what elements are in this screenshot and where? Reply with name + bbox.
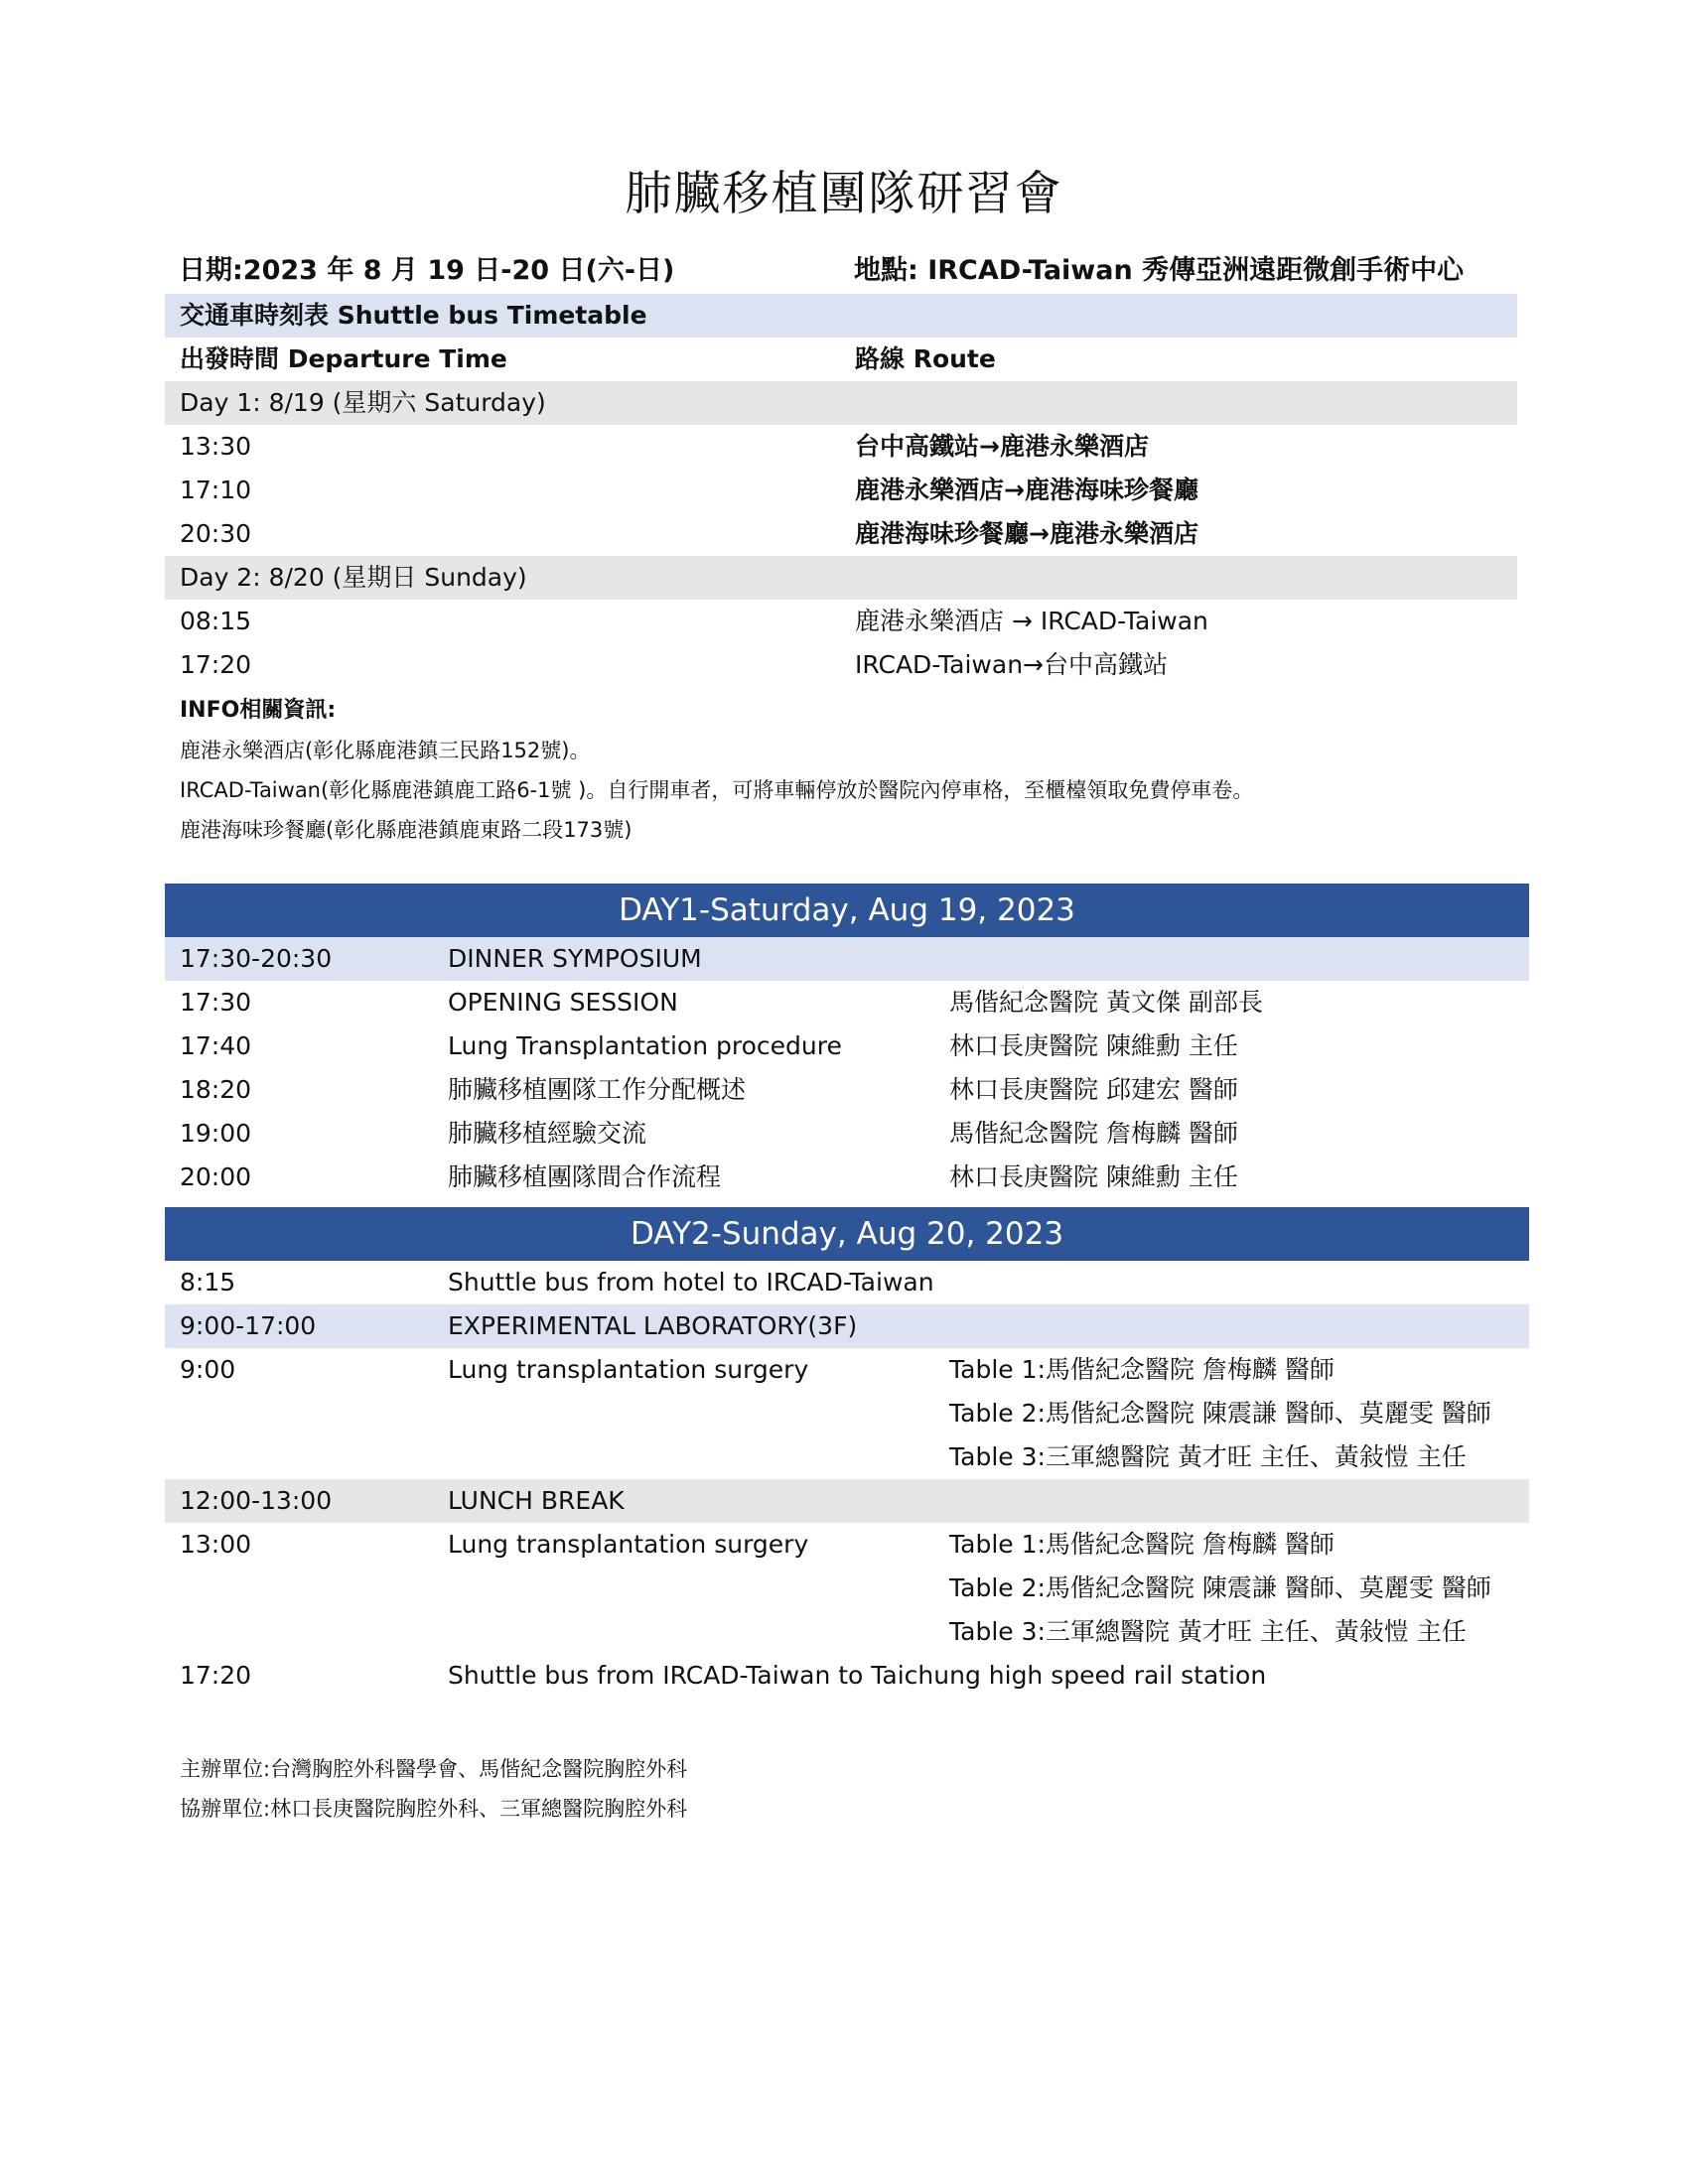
shuttle-route: 台中高鐵站→鹿港永樂酒店 — [855, 432, 1149, 461]
row-speaker: Table 3:三軍總醫院 黃才旺 主任、黃敍愷 主任 — [949, 1442, 1467, 1471]
schedule-row — [165, 1392, 1529, 1435]
schedule-row — [165, 981, 1529, 1024]
row-time: 8:15 — [180, 1268, 236, 1297]
shuttle-row — [165, 600, 1517, 643]
shuttle-time: 17:10 — [180, 476, 252, 504]
row-time: 17:30-20:30 — [180, 944, 333, 973]
schedule-row — [165, 937, 1529, 981]
row-event: Shuttle bus from hotel to IRCAD-Taiwan — [448, 1268, 934, 1297]
row-event: Lung transplantation surgery — [448, 1355, 809, 1384]
shuttle-route: 鹿港永樂酒店→鹿港海味珍餐廳 — [855, 476, 1198, 504]
day1-header: DAY1-Saturday, Aug 19, 2023 — [165, 884, 1529, 937]
schedule-row — [165, 1112, 1529, 1156]
row-event: 肺臟移植團隊間合作流程 — [448, 1162, 722, 1191]
row-event: EXPERIMENTAL LABORATORY(3F) — [448, 1311, 858, 1340]
schedule-row — [165, 1348, 1529, 1392]
schedule-row — [165, 1479, 1529, 1523]
row-speaker: 林口長庚醫院 陳維勳 主任 — [949, 1031, 1238, 1060]
day1-schedule — [165, 884, 1529, 1199]
info-section — [180, 691, 1471, 850]
shuttle-timetable — [165, 294, 1517, 687]
shuttle-route: 鹿港永樂酒店 → IRCAD-Taiwan — [855, 607, 1208, 635]
row-speaker: 馬偕紀念醫院 黃文傑 副部長 — [949, 988, 1263, 1017]
shuttle-heading: 交通車時刻表 Shuttle bus Timetable — [180, 301, 647, 330]
row-speaker: Table 3:三軍總醫院 黃才旺 主任、黃敍愷 主任 — [949, 1617, 1467, 1646]
row-time: 9:00 — [180, 1355, 236, 1384]
row-time: 18:20 — [180, 1075, 252, 1104]
info-line: 鹿港永樂酒店(彰化縣鹿港鎮三民路152號)。 — [180, 739, 591, 762]
day2-header: DAY2-Sunday, Aug 20, 2023 — [165, 1207, 1529, 1261]
row-event: Shuttle bus from IRCAD-Taiwan to Taichung high speed rail station — [448, 1661, 1267, 1690]
row-time: 17:20 — [180, 1661, 252, 1690]
shuttle-time: 13:30 — [180, 432, 252, 461]
row-speaker: 林口長庚醫院 陳維勳 主任 — [949, 1162, 1238, 1191]
page-title: 肺臟移植團隊研習會 — [625, 167, 1063, 221]
schedule-row — [165, 1156, 1529, 1199]
info-heading: INFO相關資訊: — [180, 698, 337, 723]
row-speaker: Table 2:馬偕紀念醫院 陳震謙 醫師、莫麗雯 醫師 — [949, 1573, 1491, 1602]
event-date: 日期:2023 年 8 月 19 日-20 日(六-日) — [179, 255, 675, 286]
col-departure: 出發時間 Departure Time — [180, 344, 507, 373]
row-time: 20:00 — [180, 1162, 252, 1191]
info-line: 鹿港海味珍餐廳(彰化縣鹿港鎮鹿東路二段173號) — [180, 818, 633, 842]
event-meta — [179, 248, 1509, 292]
shuttle-route: 鹿港海味珍餐廳→鹿港永樂酒店 — [855, 519, 1198, 548]
shuttle-day1-label-row — [165, 381, 1517, 425]
shuttle-time: 17:20 — [180, 650, 252, 679]
shuttle-day1-label: Day 1: 8/19 (星期六 Saturday) — [180, 388, 546, 417]
row-event: 肺臟移植團隊工作分配概述 — [448, 1075, 747, 1104]
schedule-row — [165, 1567, 1529, 1610]
shuttle-time: 08:15 — [180, 607, 252, 635]
shuttle-row — [165, 425, 1517, 469]
row-speaker: 林口長庚醫院 邱建宏 醫師 — [949, 1075, 1238, 1104]
col-route: 路線 Route — [855, 344, 996, 373]
organizers — [180, 1749, 687, 1829]
shuttle-day2-label: Day 2: 8/20 (星期日 Sunday) — [180, 563, 527, 592]
shuttle-row — [165, 512, 1517, 556]
shuttle-row — [165, 469, 1517, 512]
co-organizer-line: 協辦單位:林口長庚醫院胸腔外科、三軍總醫院胸腔外科 — [180, 1797, 688, 1821]
schedule-row — [165, 1654, 1529, 1698]
schedule-row — [165, 1523, 1529, 1567]
schedule-row — [165, 1304, 1529, 1348]
schedule-row — [165, 1068, 1529, 1112]
schedule-row — [165, 1435, 1529, 1479]
schedule-row — [165, 1610, 1529, 1654]
row-time: 9:00-17:00 — [180, 1311, 317, 1340]
schedule-row — [165, 1024, 1529, 1068]
row-speaker: Table 1:馬偕紀念醫院 詹梅麟 醫師 — [949, 1355, 1335, 1384]
row-speaker: Table 1:馬偕紀念醫院 詹梅麟 醫師 — [949, 1530, 1335, 1559]
shuttle-day2-label-row — [165, 556, 1517, 600]
shuttle-column-headers — [165, 338, 1517, 381]
shuttle-row — [165, 643, 1517, 687]
row-speaker: Table 2:馬偕紀念醫院 陳震謙 醫師、莫麗雯 醫師 — [949, 1399, 1491, 1428]
row-speaker: 馬偕紀念醫院 詹梅麟 醫師 — [949, 1119, 1238, 1148]
row-event: 肺臟移植經驗交流 — [448, 1119, 647, 1148]
day2-schedule — [165, 1207, 1529, 1698]
row-event: LUNCH BREAK — [448, 1486, 625, 1515]
row-event: DINNER SYMPOSIUM — [448, 944, 702, 973]
shuttle-time: 20:30 — [180, 519, 252, 548]
shuttle-heading-row — [165, 294, 1517, 338]
row-time: 19:00 — [180, 1119, 252, 1148]
row-time: 12:00-13:00 — [180, 1486, 333, 1515]
row-time: 17:40 — [180, 1031, 252, 1060]
row-event: Lung Transplantation procedure — [448, 1031, 842, 1060]
organizer-line: 主辦單位:台灣胸腔外科醫學會、馬偕紀念醫院胸腔外科 — [180, 1757, 688, 1781]
row-time: 13:00 — [180, 1530, 252, 1559]
shuttle-route: IRCAD-Taiwan→台中高鐵站 — [855, 650, 1168, 679]
row-event: OPENING SESSION — [448, 988, 678, 1017]
event-location: 地點: IRCAD-Taiwan 秀傳亞洲遠距微創手術中心 — [854, 255, 1465, 286]
row-time: 17:30 — [180, 988, 252, 1017]
schedule-row — [165, 1261, 1529, 1304]
row-event: Lung transplantation surgery — [448, 1530, 809, 1559]
info-line: IRCAD-Taiwan(彰化縣鹿港鎮鹿工路6-1號 )。自行開車者，可將車輛停放於醫院內停車格，至櫃檯領取免費停車卷。 — [180, 778, 1254, 802]
